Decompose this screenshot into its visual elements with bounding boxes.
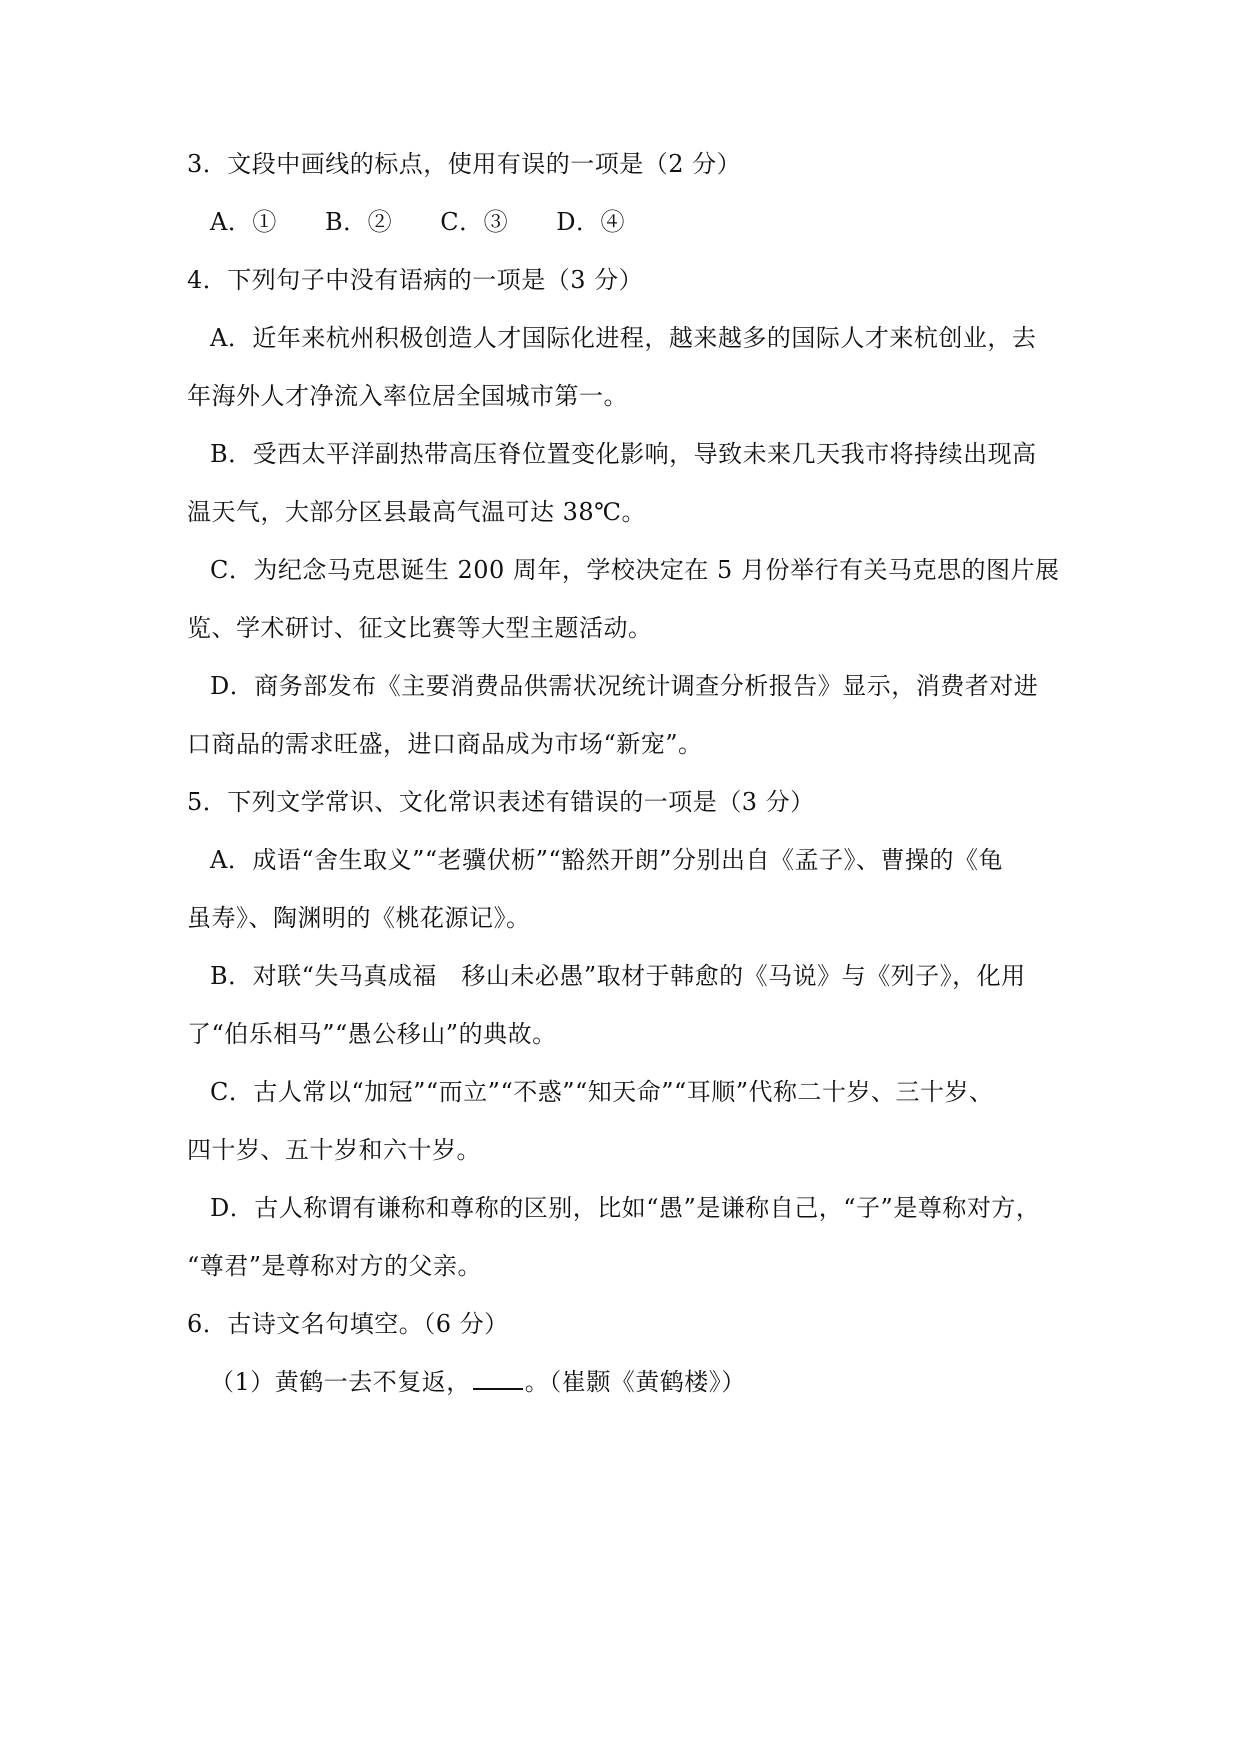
question-6-stem: 6．古诗文名句填空。（6 分） [187,1310,509,1338]
question-5-option-d-line1: D．古人称谓有谦称和尊称的区别，比如“愚”是谦称自己，“子”是尊称对方， [210,1194,1041,1222]
item-1-suffix: 。（崔颢《黄鹤楼》） [524,1368,746,1396]
choice-a: A．① [210,208,277,236]
question-5-option-a-line2: 虽寿》、陶渊明的《桃花源记》。 [187,904,531,932]
question-4-option-a-line1: A．近年来杭州积极创造人才国际化进程，越来越多的国际人才来杭创业，去 [210,324,1037,352]
question-4-stem: 4．下列句子中没有语病的一项是（3 分） [187,266,644,294]
question-4-option-d-line1: D．商务部发布《主要消费品供需状况统计调查分析报告》显示，消费者对进 [210,672,1039,700]
question-5-stem: 5．下列文学常识、文化常识表述有错误的一项是（3 分） [187,788,815,816]
fill-in-blank[interactable] [473,1366,523,1390]
choice-b: B．② [324,208,393,236]
question-5-option-b-line2: 了“伯乐相马”“愚公移山”的典故。 [187,1020,557,1048]
question-3-stem: 3．文段中画线的标点，使用有误的一项是（2 分） [187,150,742,178]
question-4-option-a-line2: 年海外人才净流入率位居全国城市第一。 [187,382,628,410]
question-4-option-c-line2: 览、学术研讨、征文比赛等大型主题活动。 [187,614,653,642]
question-4-option-b-line2: 温天气，大部分区县最高气温可达 38℃。 [187,498,647,526]
question-4-option-d-line2: 口商品的需求旺盛，进口商品成为市场“新宠”。 [187,730,703,758]
question-5-option-c-line1: C．古人常以“加冠”“而立”“不惑”“知天命”“耳顺”代称二十岁、三十岁、 [210,1078,994,1106]
question-4-option-c-line1: C．为纪念马克思诞生 200 周年，学校决定在 5 月份举行有关马克思的图片展 [210,556,1060,584]
question-4-option-b-line1: B．受西太平洋副热带高压脊位置变化影响，导致未来几天我市将持续出现高 [210,440,1037,468]
question-5-option-a-line1: A．成语“舍生取义”“老骥伏枥”“豁然开朗”分别出自《孟子》、曹操的《龟 [210,846,1003,874]
question-3-choices [210,206,625,238]
item-1-prefix: （1）黄鹤一去不复返， [210,1368,471,1396]
question-5-option-c-line2: 四十岁、五十岁和六十岁。 [187,1136,481,1164]
question-6-item-1 [210,1366,746,1398]
question-5-option-b-line1: B．对联“失马真成福 移山未必愚”取材于韩愈的《马说》与《列子》，化用 [210,962,1026,990]
choice-d: D．④ [556,208,626,236]
choice-c: C．③ [440,208,509,236]
question-5-option-d-line2: “尊君”是尊称对方的父亲。 [187,1252,483,1280]
